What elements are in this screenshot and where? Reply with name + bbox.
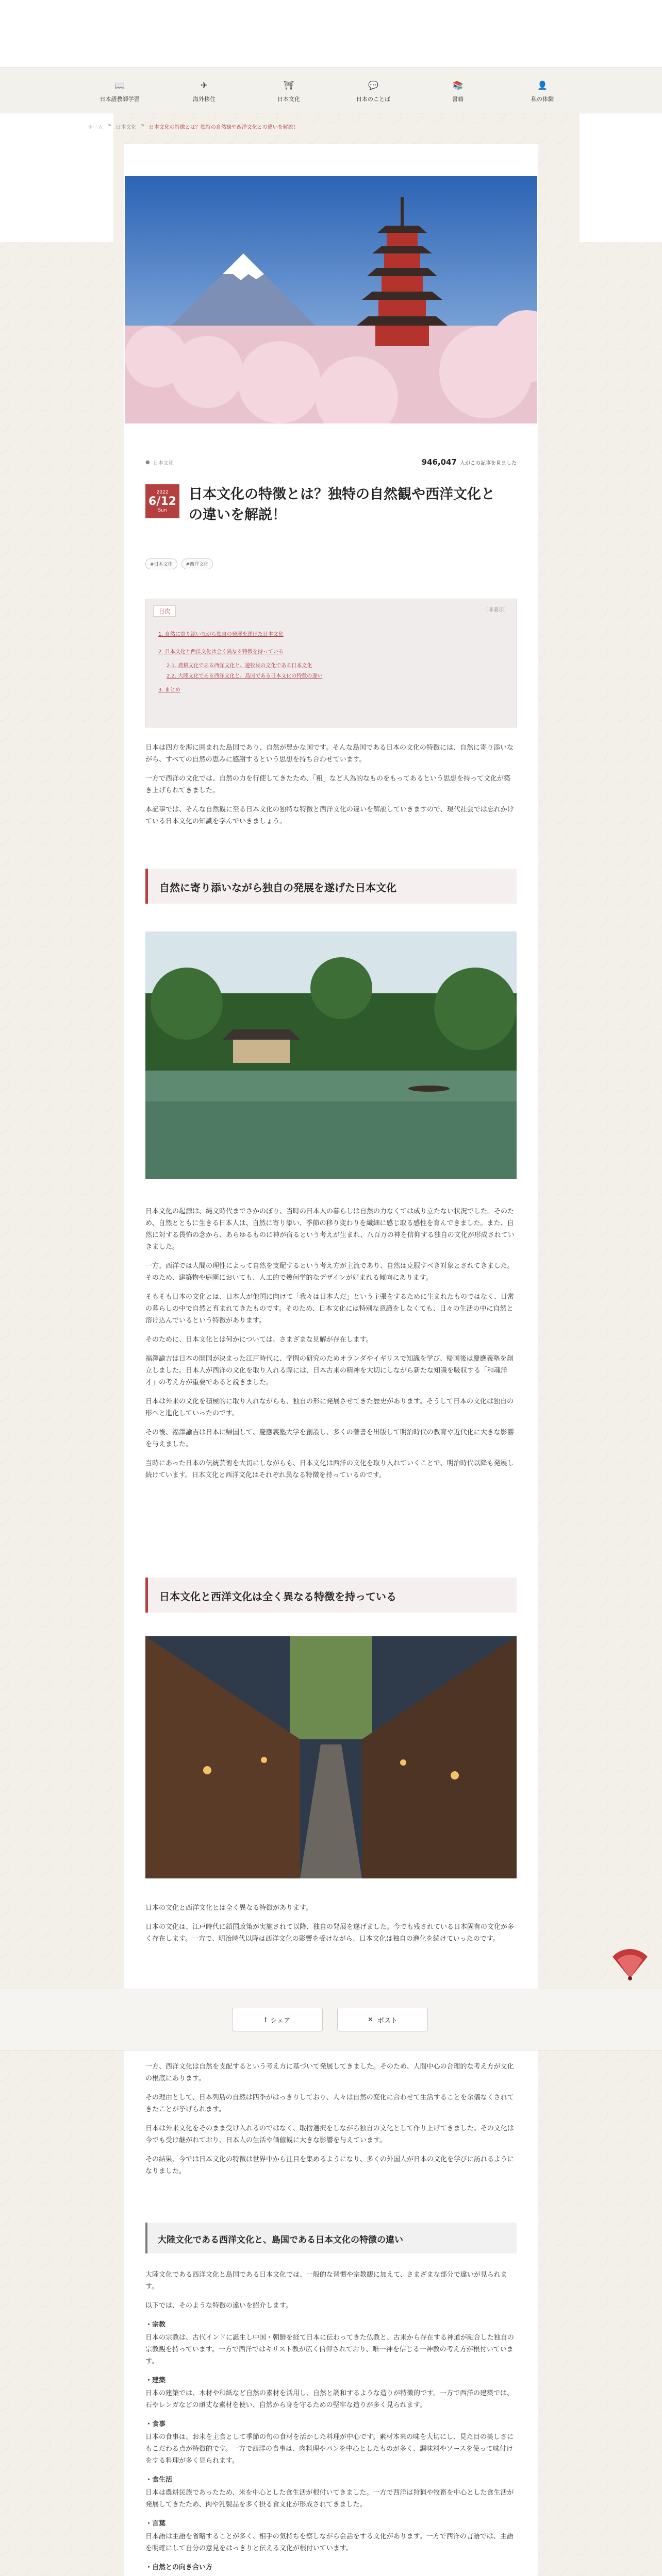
nav-item[interactable] xyxy=(77,67,162,114)
item-label: ・食生活 xyxy=(145,2476,173,2484)
breadcrumb xyxy=(88,123,299,130)
street-image xyxy=(145,1636,517,1878)
view-count xyxy=(422,457,517,467)
paragraph: その結果、今では日本文化の特徴は世界中から注目を集めるようになり、多くの外国人が日本の文化を学びに訪れるようになりました。 xyxy=(145,2156,515,2175)
paragraph: 日本の文化と西洋文化とは全く異なる特徴があります。 xyxy=(145,1904,312,1912)
paragraph: 本記事では、そんな自然観に至る日本文化の独特な特徴と西洋文化の違いを解説していきますので、現代社会では忘れかけている日本文化の知識を学んでいきましょう。 xyxy=(145,806,514,825)
breadcrumb-current: 日本文化の特徴とは？独特の自然観や西洋文化との違いを解説！ xyxy=(148,125,299,130)
garden-image xyxy=(145,931,517,1179)
date-year: 2022 xyxy=(156,489,169,495)
breadcrumb-category[interactable]: 日本文化 xyxy=(115,125,137,130)
nav-item[interactable] xyxy=(331,67,416,114)
toc-item[interactable]: 1. 自然に寄り添いながら独自の発展を遂げた日本文化 xyxy=(158,632,284,637)
tag-item[interactable]: #西洋文化 xyxy=(181,558,213,569)
paragraph: 一方、西洋文化は自然を支配するという考え方に基づいて発展してきました。そのため、人間中心の合理的な考え方が文化の根底にあります。 xyxy=(145,2063,514,2082)
item-label: ・食事 xyxy=(145,2420,166,2428)
airplane-icon: ✈ xyxy=(201,80,208,90)
side-panel-right xyxy=(580,113,662,242)
item-label: ・宗教 xyxy=(145,2321,166,2329)
item-text: 日本の食事は、お米を主食として季節の旬の食材を活かした料理が中心です。素材本来の味を大切にし、見た目の美しさにもこだわる点が特徴的です。一方で西洋の食事は、肉料理やパンを中心としたものが多く、調味料やソースを使って味付けをする料理が多く見られます。 xyxy=(145,2433,514,2465)
article-meta xyxy=(145,456,517,469)
share-facebook-button[interactable] xyxy=(232,2008,323,2031)
view-number: 946,047 xyxy=(421,457,457,467)
chat-icon: 💬 xyxy=(368,80,378,90)
paragraph: 日本の文化は、江戸時代に鎖国政策が実施されて以降、独自の発展を遂げました。今でも残されている日本固有の文化が多く存在します。一方で、明治時代以降は西洋文化の影響を受けながら、日本文化は独自の進化を続けていったのです。 xyxy=(145,1923,515,1943)
person-icon: 👤 xyxy=(537,80,548,90)
x-icon: ✕ xyxy=(368,2015,373,2023)
section2-text-cont xyxy=(145,2061,517,2184)
paragraph: 福澤諭吉は日本の開国が決まった江戸時代に、学問の研究のためオランダやイギリスで知識を学び、帰国後は慶應義塾を創立しました。日本人が西洋の文化を取り入れる際には、日本古来の精神を大切にしながら新たな知識を吸収する「和魂洋才」の考え方が重要であると説きました。 xyxy=(145,1355,514,1386)
section1-text xyxy=(145,1206,517,1488)
section-heading: 自然に寄り添いながら独自の発展を遂げた日本文化 xyxy=(145,869,517,904)
paragraph: 一方、西洋では人間の理性によって自然を支配するという考え方が主流であり、自然は克服すべき対象とされてきました。そのため、建築物や庭園においても、人工的で幾何学的なデザインが好まれる傾向にあります。 xyxy=(145,1262,514,1282)
side-panel-left xyxy=(0,113,113,242)
toc-item[interactable]: 2. 日本文化と西洋文化は全く異なる特徴を持っている xyxy=(158,649,284,655)
facebook-icon: f xyxy=(264,2015,267,2024)
subsection-heading: 大陸文化である西洋文化と、島国である日本文化の特徴の違い xyxy=(145,2223,517,2253)
share-facebook-label: シェア xyxy=(270,2016,291,2024)
nav-label: 日本のことば xyxy=(356,96,390,103)
section-heading: 日本文化と西洋文化は全く異なる特徴を持っている xyxy=(145,1578,517,1613)
site-header xyxy=(0,0,662,67)
nav-item[interactable] xyxy=(416,67,500,114)
item-text: 日本の建築では、木材や和紙など自然の素材を活用し、自然と調和するような造りが特徴的です。一方で西洋の建築では、石やレンガなどの頑丈な素材を使い、自然から身を守るための堅牢な造りが多く見られます。 xyxy=(145,2389,514,2409)
date-badge xyxy=(145,484,179,518)
share-x-label: ポスト xyxy=(377,2016,398,2024)
item-text: 日本の宗教は、古代インドに誕生し中国・朝鮮を経て日本に伝わってきた仏教と、古来から存在する神道が融合した独自の宗教観を持っています。一方で西洋ではキリスト教が広く信仰されており、唯一神を信じる一神教の考え方が根付いています。 xyxy=(145,2334,514,2365)
hero-image xyxy=(125,176,537,423)
nav-list xyxy=(77,67,585,114)
toc-item[interactable]: 2.2. 大陸文化である西洋文化と、島国である日本文化の特徴の違い xyxy=(167,673,323,679)
tag-item[interactable]: #日本文化 xyxy=(145,558,177,569)
author-name: 日本文化 xyxy=(153,461,174,466)
item-label: ・言葉 xyxy=(145,2520,166,2528)
nav-item[interactable] xyxy=(162,67,246,114)
breadcrumb-sep: > xyxy=(140,123,145,128)
section2-text xyxy=(145,1902,517,1952)
subsection-text xyxy=(145,2269,517,2576)
paragraph: そもそも日本の文化とは、日本人が他国に向けて「我々は日本人だ」という主張をするために生まれたものではなく、日常の暮らしの中で自然と育まれてきたものです。そのため、日本文化には特別な意識をしなくても、日々の生活の中に自然と溶け込んでいるという特徴があります。 xyxy=(145,1293,514,1325)
item-text: 日本語は主語を省略することが多く、相手の気持ちを察しながら会話をする文化があります。一方で西洋の言語では、主語を明確にして自分の意見をはっきりと伝える文化が根付いています。 xyxy=(145,2533,514,2552)
breadcrumb-sep: > xyxy=(107,123,112,128)
paragraph: 大陸文化である西洋文化と島国である日本文化では、一般的な習慣や宗教観に加えて、さまざまな部分で違いが見られます。 xyxy=(145,2271,507,2291)
torii-icon: ⛩ xyxy=(283,80,294,90)
page-title: 日本文化の特徴とは？独特の自然観や西洋文化との違いを解説！ xyxy=(189,486,495,523)
fan-icon[interactable] xyxy=(608,1942,652,1986)
paragraph: 日本は四方を海に囲まれた島国であり、自然が豊かな国です。そんな島国である日本の文化の特徴には、自然に寄り添いながら、すべての自然の恵みに感謝するという思想を持ち合わせています。 xyxy=(145,744,514,764)
paragraph: その後、福澤諭吉は日本に帰国して、慶應義塾大学を創設し、多くの著書を出版して明治時代の教育や近代化に大きな影響を与えました。 xyxy=(145,1429,514,1448)
breadcrumb-home[interactable]: ホーム xyxy=(88,125,103,130)
nav-label: 私の体験 xyxy=(531,96,554,103)
toc-title: 目次 xyxy=(153,605,176,617)
table-of-contents xyxy=(145,599,517,727)
paragraph: 以下では、そのような特徴の違いを紹介します。 xyxy=(145,2302,292,2310)
paragraph: 日本は外来文化をそのまま受け入れるのではなく、取捨選択をしながら独自の文化として作り上げてきました。その文化は今でも受け継がれており、日本人の生活や価値観に大きな影響を与えています。 xyxy=(145,2125,514,2144)
paragraph: 日本は外来の文化を積極的に取り入れながらも、独自の形に発展させてきた歴史があります。そうして日本の文化は独自の形へと進化していったのです。 xyxy=(145,1398,514,1417)
tag-list xyxy=(145,558,213,569)
nav-label: 日本文化 xyxy=(277,96,300,103)
toc-toggle[interactable]: ［非表示］ xyxy=(483,607,509,613)
date-dow: Sun xyxy=(158,507,167,513)
item-label: ・建築 xyxy=(145,2377,166,2384)
paragraph: 日本文化の起源は、縄文時代までさかのぼり、当時の日本人の暮らしは自然の力なくては成り立たない状況でした。そのため、自然とともに生きる日本人は、自然に寄り添い、季節の移り変わりを繊細に感じ取る感性を育んできました。また、自然に対する畏怖の念から、あらゆるものに神が宿るという考えが生まれ、八百万の神を信仰する独自の文化が形成されていきました。 xyxy=(145,1208,515,1251)
share-bar xyxy=(0,1989,662,2050)
paragraph: そのために、日本文化とは何かについては、さまざまな見解が存在します。 xyxy=(145,1336,373,1344)
author-icon: ● xyxy=(145,460,150,465)
nav-item[interactable] xyxy=(500,67,585,114)
nav-label: 書籍 xyxy=(452,96,464,103)
view-suffix: 人がこの記事を見ました xyxy=(460,461,517,466)
toc-list xyxy=(158,626,322,699)
books-icon: 📚 xyxy=(453,80,463,90)
toc-item[interactable]: 2.1. 農耕文化である西洋文化と、遊牧民の文化である日本文化 xyxy=(167,663,312,669)
book-icon: 📖 xyxy=(114,80,125,90)
nav-item[interactable] xyxy=(246,67,331,114)
paragraph: 一方で西洋の文化では、自然の力を行使してきたため、「粗」など人為的なものをもってあるという思想を持って文化が築き上げられてきました。 xyxy=(145,775,510,794)
global-nav xyxy=(0,67,662,113)
nav-label: 海外移住 xyxy=(193,96,216,103)
paragraph: 当時にあった日本の伝統芸術を大切にしながらも、日本文化は西洋の文化を取り入れていくことで、明治時代以降も発展し続けています。日本文化と西洋文化はそれぞれ異なる特徴を持っているのです。 xyxy=(145,1460,514,1479)
date-md: 6/12 xyxy=(148,495,176,508)
toc-item[interactable]: 3. まとめ xyxy=(158,687,180,693)
nav-label: 日本語教師学習 xyxy=(100,96,140,103)
title-row xyxy=(145,484,517,546)
intro-text xyxy=(145,742,517,835)
paragraph: その理由として、日本列島の自然は四季がはっきりしており、人々は自然の変化に合わせて生活することを余儀なくされてきたことが挙げられます。 xyxy=(145,2094,514,2113)
item-text: 日本は農耕民族であったため、米を中心とした食生活が根付いてきました。一方で西洋は狩猟や牧畜を中心とした食生活が発展してきたため、肉や乳製品を多く摂る食文化が形成されてきました。 xyxy=(145,2489,514,2509)
share-x-button[interactable] xyxy=(337,2008,428,2031)
author xyxy=(145,459,174,466)
item-label: ・自然との向き合い方 xyxy=(145,2564,213,2571)
